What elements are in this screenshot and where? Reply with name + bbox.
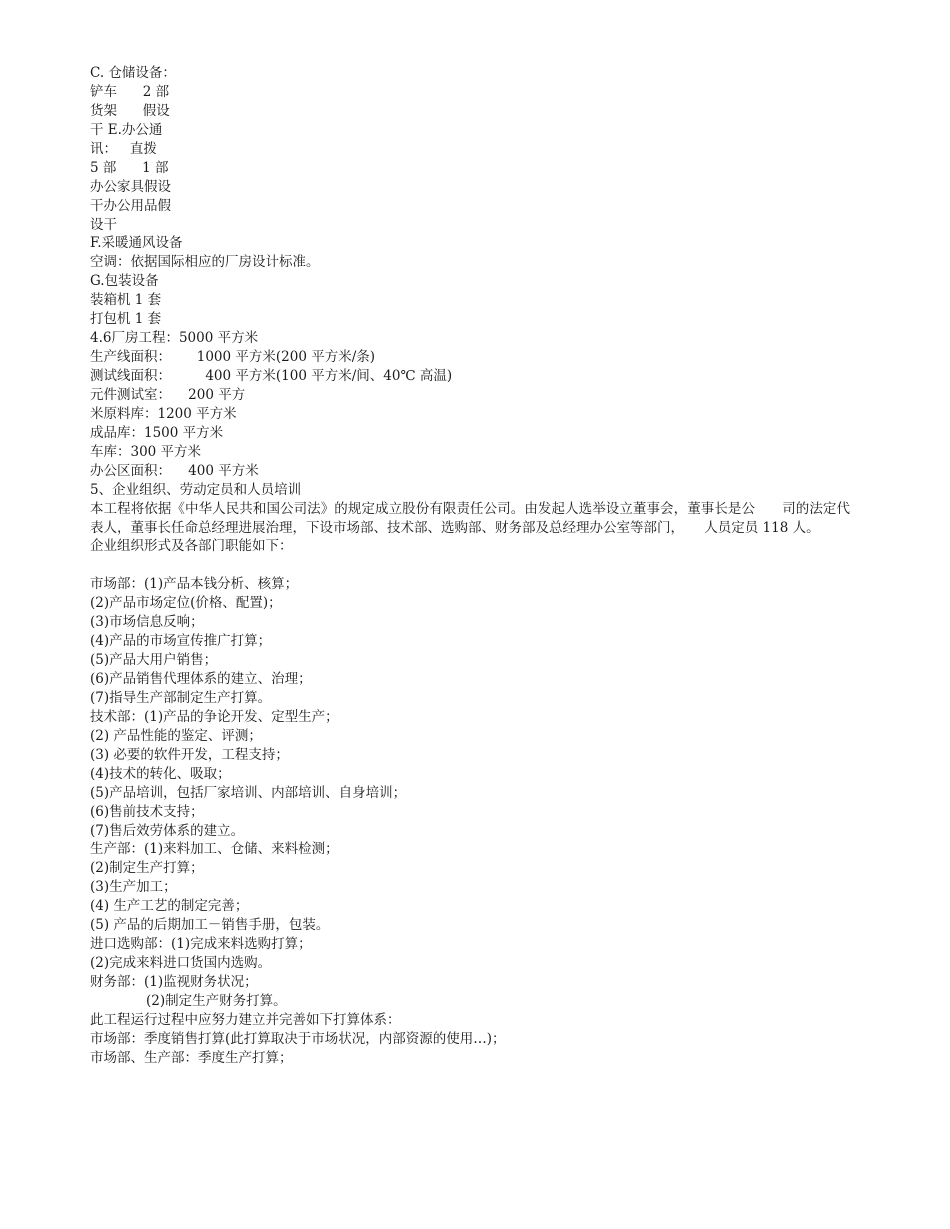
- company-structure-paragraph: 本工程将依据《中华人民共和国公司法》的规定成立股份有限责任公司。由发起人选举设立董事会，董事长是公 司的法定代表人，董事长任命总经理进展治理，下设市场部、技术部、选购部、财务部及总经理办公室等部门， 人员定员 118 人。: [90, 500, 850, 536]
- text-line-8: 干办公用品假: [90, 197, 171, 214]
- text-line-6: 5 部 1 部: [90, 159, 169, 176]
- text-line-17: 测试线面积： 400 平方米(100 平方米/间、40℃ 高温): [90, 368, 453, 384]
- duty-line-8: 技术部：(1)产品的争论开发、定型生产；: [90, 708, 339, 725]
- duty-line-13: (6)售前技术支持；: [90, 803, 204, 820]
- blank-line: [90, 556, 850, 575]
- duty-line-22: 财务部：(1)监视财务状况；: [90, 974, 258, 991]
- duty-line-2: (2)产品市场定位(价格、配置)；: [90, 595, 282, 612]
- text-line-2: 铲车 2 部: [90, 83, 170, 100]
- duty-line-21: (2)完成来料进口货国内选购。: [90, 955, 272, 972]
- duty-line-16: (2)制定生产打算；: [90, 860, 204, 877]
- text-line-14: 打包机 1 套: [90, 311, 162, 328]
- text-line-4: 干 E.办公通: [90, 121, 163, 138]
- duty-line-20: 进口选购部：(1)完成来料选购打算；: [90, 936, 312, 953]
- duty-line-19: (5) 产品的后期加工－销售手册，包装。: [90, 917, 330, 934]
- plan-line-3: 市场部、生产部：季度生产打算；: [90, 1049, 293, 1066]
- plan-line-2: 市场部：季度销售打算(此打算取决于市场状况，内部资源的使用…)；: [90, 1030, 506, 1047]
- text-line-11: 空调：依据国际相应的厂房设计标准。: [90, 254, 320, 271]
- duty-line-1: 市场部：(1)产品本钱分析、核算；: [90, 576, 299, 593]
- text-line-19: 米原料库：1200 平方米: [90, 405, 237, 422]
- text-line-13: 装箱机 1 套: [90, 292, 162, 309]
- duty-line-18: (4) 生产工艺的制定完善；: [90, 898, 249, 915]
- finance-duty-2: (2)制定生产财务打算。: [146, 992, 287, 1009]
- planning-system-list: [90, 1011, 850, 1068]
- duty-line-3: (3)市场信息反响；: [90, 614, 204, 631]
- text-line-3: 货架 假设: [90, 102, 170, 119]
- text-line-15: 4.6厂房工程：5000 平方米: [90, 330, 259, 347]
- duty-line-4: (4)产品的市场宣传推广打算；: [90, 633, 272, 650]
- department-duties-list: [90, 575, 850, 992]
- equipment-and-area-list: [90, 64, 850, 500]
- duty-line-15: 生产部：(1)来料加工、仓储、来料检测；: [90, 841, 339, 858]
- text-line-21: 车库：300 平方米: [90, 443, 202, 460]
- text-line-23: 5、企业组织、劳动定员和人员培训: [90, 481, 302, 498]
- duty-line-17: (3)生产加工；: [90, 879, 177, 896]
- text-line-12: G.包装设备: [90, 273, 159, 290]
- text-line-1: C. 仓储设备：: [90, 65, 176, 81]
- text-line-10: F.采暖通风设备: [90, 235, 183, 252]
- duty-line-6: (6)产品销售代理体系的建立、治理；: [90, 671, 312, 688]
- duty-line-5: (5)产品大用户销售；: [90, 652, 218, 669]
- text-line-9: 设干: [90, 216, 117, 233]
- text-line-16: 生产线面积： 1000 平方米(200 平方米/条): [90, 349, 376, 366]
- org-intro-line: 企业组织形式及各部门职能如下：: [90, 538, 293, 555]
- duty-line-9: (2) 产品性能的鉴定、评测；: [90, 727, 262, 744]
- text-line-22: 办公区面积： 400 平方米: [90, 462, 259, 479]
- text-line-7: 办公家具假设: [90, 178, 171, 195]
- text-line-20: 成品库：1500 平方米: [90, 424, 224, 441]
- duty-line-10: (3) 必要的软件开发，工程支持；: [90, 746, 289, 763]
- duty-line-12: (5)产品培训，包括厂家培训、内部培训、自身培训；: [90, 784, 407, 801]
- text-line-18: 元件测试室： 200 平方: [90, 386, 246, 403]
- duty-line-7: (7)指导生产部制定生产打算。: [90, 689, 272, 706]
- duty-line-11: (4)技术的转化、吸取；: [90, 765, 231, 782]
- document-body: [90, 64, 850, 1068]
- duty-line-14: (7)售后效劳体系的建立。: [90, 822, 245, 839]
- plan-line-1: 此工程运行过程中应努力建立并完善如下打算体系：: [90, 1011, 401, 1028]
- text-line-5: 讯： 直拨: [90, 140, 157, 157]
